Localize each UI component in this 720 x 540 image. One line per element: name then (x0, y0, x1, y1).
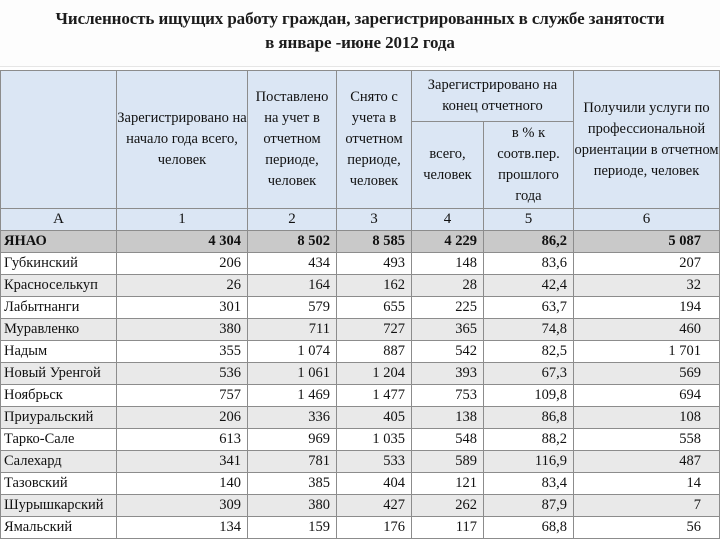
value-cell: 1 204 (337, 363, 412, 385)
value-cell: 548 (412, 429, 484, 451)
value-cell: 74,8 (484, 319, 574, 341)
value-cell: 82,5 (484, 341, 574, 363)
index-cell: 2 (248, 209, 337, 231)
value-cell: 355 (117, 341, 248, 363)
value-cell: 385 (248, 473, 337, 495)
value-cell: 162 (337, 275, 412, 297)
value-cell: 86,2 (484, 231, 574, 253)
value-cell: 206 (117, 407, 248, 429)
value-cell: 8 585 (337, 231, 412, 253)
region-name: Ноябрьск (1, 385, 117, 407)
column-index-row (1, 209, 720, 231)
value-cell: 380 (248, 495, 337, 517)
value-cell: 493 (337, 253, 412, 275)
data-rows (1, 253, 720, 539)
header-registered-end-group: Зарегистрировано на конец отчетного (412, 71, 574, 122)
table-header (1, 71, 720, 209)
value-cell: 63,7 (484, 297, 574, 319)
value-cell: 164 (248, 275, 337, 297)
value-cell: 309 (117, 495, 248, 517)
value-cell: 1 074 (248, 341, 337, 363)
region-name: Губкинский (1, 253, 117, 275)
table-row (1, 275, 720, 297)
table-row (1, 517, 720, 539)
region-name: Тарко-Сале (1, 429, 117, 451)
value-cell: 487 (574, 451, 720, 473)
value-cell: 365 (412, 319, 484, 341)
value-cell: 589 (412, 451, 484, 473)
value-cell: 434 (248, 253, 337, 275)
region-name: Новый Уренгой (1, 363, 117, 385)
value-cell: 262 (412, 495, 484, 517)
table-row (1, 473, 720, 495)
value-cell: 969 (248, 429, 337, 451)
index-section (1, 209, 720, 253)
value-cell: 159 (248, 517, 337, 539)
value-cell: 536 (117, 363, 248, 385)
value-cell: 32 (574, 275, 720, 297)
region-name: Ямальский (1, 517, 117, 539)
value-cell: 1 469 (248, 385, 337, 407)
value-cell: 694 (574, 385, 720, 407)
value-cell: 138 (412, 407, 484, 429)
value-cell: 116,9 (484, 451, 574, 473)
value-cell: 26 (117, 275, 248, 297)
index-cell: 3 (337, 209, 412, 231)
value-cell: 88,2 (484, 429, 574, 451)
header-end-percent: в % к соотв.пер. прошлого года (484, 122, 574, 209)
region-name: Шурышкарский (1, 495, 117, 517)
region-name: Надым (1, 341, 117, 363)
index-cell: 5 (484, 209, 574, 231)
value-cell: 14 (574, 473, 720, 495)
header-registered-start: Зарегистрировано на начало года всего, человек (117, 71, 248, 209)
value-cell: 148 (412, 253, 484, 275)
value-cell: 1 701 (574, 341, 720, 363)
value-cell: 727 (337, 319, 412, 341)
index-cell: 1 (117, 209, 248, 231)
header-removed-period: Снято с учета в отчетном периоде, человек (337, 71, 412, 209)
value-cell: 206 (117, 253, 248, 275)
region-name: Лабытнанги (1, 297, 117, 319)
value-cell: 108 (574, 407, 720, 429)
value-cell: 117 (412, 517, 484, 539)
value-cell: 7 (574, 495, 720, 517)
value-cell: 380 (117, 319, 248, 341)
region-name: ЯНАО (1, 231, 117, 253)
value-cell: 393 (412, 363, 484, 385)
value-cell: 67,3 (484, 363, 574, 385)
value-cell: 569 (574, 363, 720, 385)
value-cell: 8 502 (248, 231, 337, 253)
value-cell: 533 (337, 451, 412, 473)
value-cell: 140 (117, 473, 248, 495)
region-name: Тазовский (1, 473, 117, 495)
value-cell: 86,8 (484, 407, 574, 429)
value-cell: 68,8 (484, 517, 574, 539)
header-career-guidance: Получили услуги по профессиональной ориентации в отчетном периоде, человек (574, 71, 720, 209)
value-cell: 341 (117, 451, 248, 473)
value-cell: 301 (117, 297, 248, 319)
value-cell: 4 229 (412, 231, 484, 253)
index-cell: 4 (412, 209, 484, 231)
value-cell: 405 (337, 407, 412, 429)
value-cell: 4 304 (117, 231, 248, 253)
value-cell: 613 (117, 429, 248, 451)
value-cell: 542 (412, 341, 484, 363)
value-cell: 28 (412, 275, 484, 297)
table-row (1, 253, 720, 275)
value-cell: 225 (412, 297, 484, 319)
value-cell: 87,9 (484, 495, 574, 517)
employment-table (0, 70, 720, 539)
value-cell: 887 (337, 341, 412, 363)
region-name: Красноселькуп (1, 275, 117, 297)
value-cell: 109,8 (484, 385, 574, 407)
value-cell: 1 061 (248, 363, 337, 385)
value-cell: 558 (574, 429, 720, 451)
table-row (1, 363, 720, 385)
page-subtitle: в январе -июне 2012 года (265, 33, 455, 52)
value-cell: 336 (248, 407, 337, 429)
value-cell: 404 (337, 473, 412, 495)
value-cell: 42,4 (484, 275, 574, 297)
value-cell: 757 (117, 385, 248, 407)
region-name: Муравленко (1, 319, 117, 341)
header-end-total: всего, человек (412, 122, 484, 209)
value-cell: 207 (574, 253, 720, 275)
total-row (1, 231, 720, 253)
table-row (1, 341, 720, 363)
value-cell: 83,4 (484, 473, 574, 495)
page-title: Численность ищущих работу граждан, зарегистрированных в службе занятости (55, 9, 665, 28)
value-cell: 56 (574, 517, 720, 539)
value-cell: 427 (337, 495, 412, 517)
table-row (1, 297, 720, 319)
header-registered-period: Поставлено на учет в отчетном периоде, человек (248, 71, 337, 209)
index-cell: А (1, 209, 117, 231)
value-cell: 1 035 (337, 429, 412, 451)
table-row (1, 495, 720, 517)
table-row (1, 429, 720, 451)
index-cell: 6 (574, 209, 720, 231)
table-row (1, 407, 720, 429)
title-block (0, 0, 720, 67)
value-cell: 5 087 (574, 231, 720, 253)
value-cell: 579 (248, 297, 337, 319)
region-name: Приуральский (1, 407, 117, 429)
value-cell: 460 (574, 319, 720, 341)
table-row (1, 451, 720, 473)
value-cell: 781 (248, 451, 337, 473)
value-cell: 1 477 (337, 385, 412, 407)
table-row (1, 319, 720, 341)
value-cell: 194 (574, 297, 720, 319)
value-cell: 134 (117, 517, 248, 539)
employment-table-container (0, 70, 720, 540)
header-region (1, 71, 117, 209)
table-row (1, 385, 720, 407)
value-cell: 176 (337, 517, 412, 539)
region-name: Салехард (1, 451, 117, 473)
value-cell: 121 (412, 473, 484, 495)
value-cell: 655 (337, 297, 412, 319)
value-cell: 83,6 (484, 253, 574, 275)
value-cell: 753 (412, 385, 484, 407)
value-cell: 711 (248, 319, 337, 341)
